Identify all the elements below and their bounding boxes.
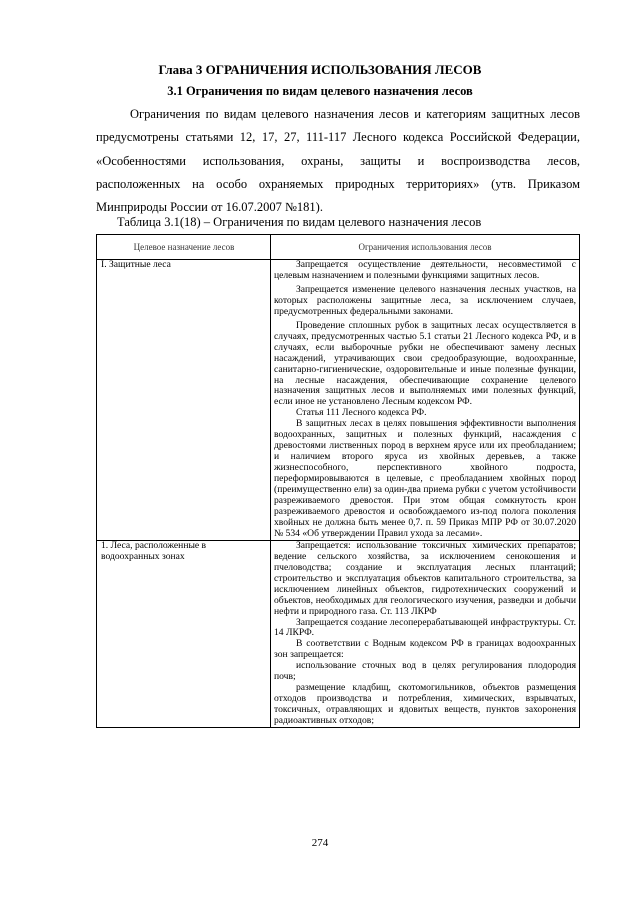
restrictions-cell bbox=[271, 260, 580, 541]
intro-paragraph bbox=[96, 103, 580, 219]
purpose-cell: 1. Леса, расположенные в водоохранных зонах bbox=[97, 540, 271, 727]
restriction-paragraph: Запрещается изменение целевого назначения лесных участков, на которых расположены защитные леса, за исключением случаев, предусмотренных федеральными законами. bbox=[274, 283, 576, 317]
purpose-cell: I. Защитные леса bbox=[97, 260, 271, 541]
restriction-paragraph: использование сточных вод в целях регулирования плодородия почв; bbox=[274, 660, 576, 683]
header-purpose: Целевое назначение лесов bbox=[97, 235, 271, 260]
table-caption: Таблица 3.1(18) – Ограничения по видам целевого назначения лесов bbox=[117, 215, 482, 229]
restriction-paragraph: Запрещается: использование токсичных химических препаратов; ведение сельского хозяйства, за исключением сенокошения и пчеловодства; создание и эксплуатация лесных плантаций; строительство и эксплуатация объектов капитального строительства, за исключением линейных объектов, гидротехнических сооружений и объектов, необходимых для геологического изучения, разведки и добычи нефти и природного газа. Ст. 113 ЛКРФ bbox=[274, 539, 576, 617]
restrictions-table bbox=[96, 234, 580, 728]
restriction-paragraph: Проведение сплошных рубок в защитных лесах осуществляется в случаях, предусмотренных частью 5.1 статьи 21 Лесного кодекса РФ, и в случаях, если выборочные рубки не обеспечивают замену лесных насаждений, утрачивающих свои средообразующие, водоохранные, санитарно-гигиенические, оздоровительные и иные полезные функции, на лесные насаждения, обеспечивающие сохранение целевого назначения защитных лесов и выполняемых ими полезных функций, если иное не установлено Лесным кодексом РФ. bbox=[274, 319, 576, 408]
restriction-paragraph: В соответствии с Водным кодексом РФ в границах водоохранных зон запрещается: bbox=[274, 638, 576, 661]
restriction-paragraph: размещение кладбищ, скотомогильников, объектов размещения отходов производства и потребления, химических, взрывчатых, токсичных, отравляющих и ядовитых веществ, пунктов захоронения радиоактивных отходов; bbox=[274, 682, 576, 727]
restriction-paragraph: Статья 111 Лесного кодекса РФ. bbox=[296, 407, 427, 419]
header-restrictions: Ограничения использования лесов bbox=[271, 235, 580, 260]
table-row bbox=[97, 540, 580, 727]
intro-text: Ограничения по видам целевого назначения лесов и категориям защитных лесов предусмотрены статьями 12, 17, 27, 111-117 Лесного кодекса Российской Федерации, «Особенностями использования, охраны, защиты и воспроизводства лесов, расположенных на особо охраняемых природных территориях» (утв. Приказом Минприроды России от 16.07.2007 №181). bbox=[96, 107, 580, 215]
restriction-paragraph: В защитных лесах в целях повышения эффективности выполнения водоохранных, защитных и полезных функций, насаждения с древостоями лиственных пород в верхнем ярусе или их преобладанием; и наличием второго яруса из хвойных деревьев, а также жизнеспособного, перспективного хвойного подроста, переформировываются в целевые, с преобладанием хвойных пород (преимущественно ели) за один-два приема рубки с учетом устойчивости разреживаемого древостоя. При этом общая сомкнутость крон разреживаемого древостоя и освобождаемого из-под полога поколения хвойных не должна быть менее 0,7. п. 59 Приказ МПР РФ от 30.07.2020 № 534 «Об утверждении Правил ухода за лесами». bbox=[274, 418, 576, 539]
table-row bbox=[97, 260, 580, 541]
restrictions-cell bbox=[271, 540, 580, 727]
table-header-row bbox=[97, 235, 580, 260]
chapter-title: Глава 3 ОГРАНИЧЕНИЯ ИСПОЛЬЗОВАНИЯ ЛЕСОВ bbox=[158, 62, 482, 77]
restriction-paragraph: Запрещается создание лесоперерабатывающей инфраструктуры. Ст. 14 ЛКРФ. bbox=[274, 616, 576, 639]
section-title: 3.1 Ограничения по видам целевого назначения лесов bbox=[167, 84, 473, 98]
restriction-paragraph: Запрещается осуществление деятельности, несовместимой с целевым назначением и полезными функциями защитных лесов. bbox=[274, 259, 576, 281]
page-number: 274 bbox=[311, 837, 329, 849]
